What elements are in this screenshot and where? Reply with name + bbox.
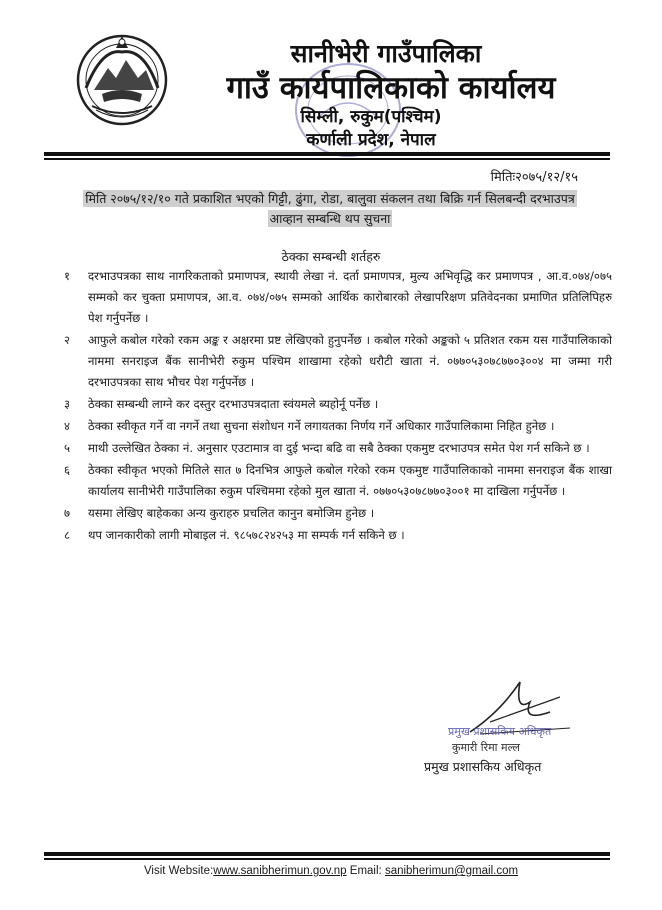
footer-rule-thick bbox=[44, 852, 610, 856]
subject-line-1: मिति २०७५/१२/१० गते प्रकाशित भएको गिट्टी, ढुंगा, रोडा, बालुवा संकलन तथा बिक्रि गर्न सिलबन्दी दरभाउपत्र bbox=[85, 191, 575, 206]
subject-line-2: आव्हान सम्बन्धि थप सुचना bbox=[269, 211, 391, 226]
list-item bbox=[64, 460, 612, 502]
list-item bbox=[64, 394, 612, 415]
conditions-title: ठेक्का सम्बन्धी शर्तहरु bbox=[281, 249, 381, 264]
item-text: ठेक्का स्वीकृत भएको मितिले सात ७ दिनभित्र आफुले कबोल गरेको रकम एकमुष्ट गाउँपालिकाको नाममा सनराइज बैंक शाखा कार्यालय सानीभेरी गाउँपालिका रुकुम पश्चिममा रहेको मुल खाता नं. ०७७०५३०७८७७०३००१ मा दाखिला गर्नुपर्नेछ । bbox=[88, 463, 612, 498]
office-address: सिम्ली, रुकुम(पश्चिम) bbox=[300, 107, 442, 127]
province-country: कर्णाली प्रदेश, नेपाल bbox=[306, 130, 436, 150]
item-text: यसमा लेखिए बाहेकका अन्य कुराहरु प्रचलित कानुन बमोजिम हुनेछ । bbox=[88, 506, 375, 520]
footer-contact bbox=[0, 865, 662, 877]
header-rule-thin bbox=[44, 158, 610, 160]
subject bbox=[60, 189, 600, 229]
list-item bbox=[64, 266, 612, 329]
item-number: ७ bbox=[64, 506, 71, 520]
list-item bbox=[64, 438, 612, 459]
item-number: ८ bbox=[64, 528, 71, 542]
list-item bbox=[64, 503, 612, 524]
item-number: ५ bbox=[64, 441, 71, 455]
item-number: ६ bbox=[64, 463, 71, 477]
list-item bbox=[64, 416, 612, 437]
item-text: आफुले कबोल गरेको रकम अङ्क र अक्षरमा प्रष्ट लेखिएको हुनुपर्नेछ । कबोल गरेको अङ्कको ५ प्रतिशत रकम यस गाउँपालिकाको नाममा सनराइज बैंक सानीभेरी रुकुम पश्चिम शाखामा रहेको धरौटी खाता नं. ०७७०५३०७८७७०३००४ मा जम्मा गरी दरभाउपत्रका साथ भौचर पेश गर्नुपर्नेछ । bbox=[88, 333, 612, 389]
item-text: दरभाउपत्रका साथ नागरिकताको प्रमाणपत्र, स्थायी लेखा नं. दर्ता प्रमाणपत्र, मुल्य अभिवृद्धि कर प्रमाणपत्र , आ.व.०७४/०७५ सम्मको कर चुक्ता प्रमाणपत्र, आ.व. ०७४/०७५ सम्मको आर्थिक कारोबारको लेखापरिक्षण प्रतिवेदनका प्रमाणित प्रतिलिपिहरु पेश गर्नुपर्नेछ । bbox=[88, 269, 612, 325]
conditions-list bbox=[64, 266, 612, 547]
email-label: Email: bbox=[349, 865, 382, 877]
item-text: थप जानकारीको लागी मोबाइल नं. ९८५७८२४२५३ मा सम्पर्क गर्न सकिने छ । bbox=[88, 528, 405, 542]
office-name: गाउँ कार्यपालिकाको कार्यालय bbox=[226, 70, 556, 106]
item-number: ३ bbox=[64, 397, 71, 411]
list-item bbox=[64, 525, 612, 546]
list-item bbox=[64, 330, 612, 393]
item-number: १ bbox=[64, 269, 71, 283]
website-link[interactable]: www.sanibherimun.gov.np bbox=[213, 865, 347, 877]
header-rule-thick bbox=[44, 152, 610, 156]
signature-block bbox=[420, 672, 620, 762]
item-number: २ bbox=[64, 333, 71, 347]
item-number: ४ bbox=[64, 419, 71, 433]
footer-rule-thin bbox=[44, 858, 610, 860]
signatory-name: कुमारी रिमा मल्ल bbox=[452, 741, 520, 754]
item-text: ठेक्का स्वीकृत गर्ने वा नगर्ने तथा सुचना संशोधन गर्ने लगायतका निर्णय गर्ने अधिकार गाउँपालिकामा निहित हुनेछ । bbox=[88, 419, 555, 433]
municipality-name: सानीभेरी गाउँपालिका bbox=[290, 39, 482, 68]
signatory-designation: प्रमुख प्रशासकिय अधिकृत bbox=[424, 759, 542, 774]
item-text: माथी उल्लेखित ठेक्का नं. अनुसार एउटामात्र वा दुई भन्दा बढि वा सबै ठेक्का एकमुष्ट दरभाउपत्र समेत पेश गर्न सकिने छ । bbox=[88, 441, 590, 455]
signature-stamp-text: प्रमुख प्रशासकिय अधिकृत bbox=[448, 725, 552, 738]
item-text: ठेक्का सम्बन्धी लाग्ने कर दस्तुर दरभाउपत्रदाता स्वंयमले ब्यहोर्नू पर्नेछ । bbox=[88, 397, 379, 411]
document-date: मितिः२०७५/१२/१५ bbox=[490, 170, 578, 185]
email-link[interactable]: sanibherimun@gmail.com bbox=[384, 865, 519, 877]
website-label: Visit Website: bbox=[143, 865, 214, 877]
